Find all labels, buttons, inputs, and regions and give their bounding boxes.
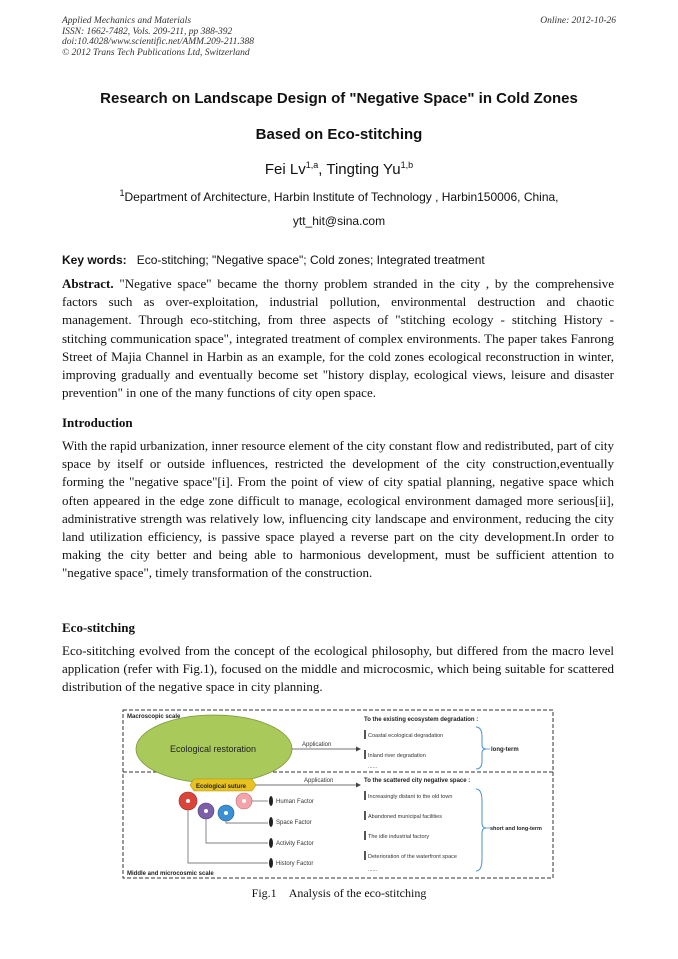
author-separator: , <box>318 161 327 178</box>
author-list <box>0 161 678 178</box>
activity-factor-marker <box>269 838 273 848</box>
abstract-text: "Negative space" became the thorny problem stranded in the city , by the comprehensive factors such as over-exploitation, industrial pollution, environmental destruction and chaotic management. Through eco-stitching, from three aspects of "stitching ecology - stitching History - stitching communication space", integrated treatment of complex environments. The paper takes Fanrong Street of Majia Channel in Harbin as an example, for the cold zones ecological reconstruction in winter, improving gradually and eventually become set "history display, ecological views, leisure and disaster prevention" in one of the many functions of city open space. <box>62 276 615 401</box>
ecological-suture-label: Ecological suture <box>196 784 247 790</box>
figure-caption-text: Analysis of the eco-stitching <box>288 886 427 900</box>
scattered-item-3: The idle industrial factory <box>368 834 430 840</box>
abstract <box>62 275 614 402</box>
online-date: Online: 2012-10-26 <box>540 16 616 26</box>
author-2-name: Tingting Yu <box>326 161 401 178</box>
author-1-name: Fei Lv <box>264 161 306 178</box>
scattered-item-ellipsis: ...... <box>368 867 378 873</box>
activity-factor-dot <box>224 811 228 815</box>
space-factor-marker <box>269 817 273 827</box>
micro-scale-label: Middle and microcosmic scale <box>127 871 214 877</box>
bullet-scattered-4 <box>364 851 366 860</box>
application-label-1: Application <box>302 742 332 748</box>
existing-item-2: Inland river degradation <box>368 753 426 759</box>
figure-caption <box>0 886 678 901</box>
intro-text-1: With the rapid urbanization, inner resource element of the city constant flow and redistributed, part of city space by itself or outside influences, restricted the development of the city construction,eventually forming the "negative space" <box>62 438 614 490</box>
long-term-label: long-term <box>491 747 519 753</box>
history-factor-dot <box>242 799 246 803</box>
affiliation-sup: 1 <box>119 188 125 198</box>
history-factor-marker <box>269 858 273 868</box>
reference-2[interactable]: [ii] <box>594 492 611 508</box>
existing-item-1: Coastal ecological degradation <box>368 733 444 739</box>
introduction-paragraph <box>62 437 614 583</box>
keywords-text: Eco-stitching; "Negative space"; Cold zones; Integrated treatment <box>136 253 485 267</box>
bullet-existing-1 <box>364 730 366 739</box>
doi-line: doi:10.4028/www.scientific.net/AMM.209-211.388 <box>62 37 254 47</box>
keywords <box>62 253 485 267</box>
paper-title-line-2: Based on Eco-stitching <box>255 126 423 143</box>
paper-title-line-1: Research on Landscape Design of "Negative Space" in Cold Zones <box>100 90 578 107</box>
short-long-term-label: short and long-term <box>490 826 542 832</box>
long-term-brace <box>476 727 486 769</box>
bullet-existing-2 <box>364 750 366 759</box>
scattered-item-2: Abandoned municipal facilities <box>368 814 442 820</box>
journal-header <box>62 16 254 58</box>
short-long-term-brace <box>476 789 486 871</box>
space-factor-dot <box>204 809 208 813</box>
eco-stitching-diagram <box>122 709 554 879</box>
arrowhead-2 <box>356 783 361 788</box>
bullet-scattered-2 <box>364 811 366 820</box>
eco-stitching-paragraph: Eco-sititching evolved from the concept of the ecological philosophy, but differed from the macro level application (refer with Fig.1), focused on the middle and microcosmic, which being suitable for scattered distribution of the negative space in city planning. <box>62 643 614 695</box>
bullet-scattered-1 <box>364 791 366 800</box>
human-factor-dot <box>186 799 190 803</box>
macro-scale-label: Macroscopic scale <box>127 714 181 720</box>
existing-item-ellipsis: ...... <box>368 764 378 770</box>
application-label-2: Application <box>304 778 334 784</box>
affiliation-text: Department of Architecture, Harbin Institute of Technology , Harbin150006, China, <box>124 190 559 204</box>
ecological-restoration-label: Ecological restoration <box>170 744 257 754</box>
connector-activity <box>206 819 268 843</box>
intro-text-2: . From the point of view of city spatial planning, negative space which often appeared in the edge zone difficult to manage, ecological environment damaged more serious <box>62 474 614 508</box>
activity-factor-label: Activity Factor <box>276 841 314 847</box>
journal-name: Applied Mechanics and Materials <box>62 16 192 26</box>
scattered-item-4: Deterioration of the waterfront space <box>368 854 457 860</box>
scattered-space-title: To the scattered city negative space : <box>364 778 471 784</box>
bullet-scattered-3 <box>364 831 366 840</box>
author-email[interactable]: ytt_hit@sina.com <box>292 214 386 228</box>
connector-space <box>226 821 268 823</box>
copyright-line: © 2012 Trans Tech Publications Ltd, Switzerland <box>62 47 250 58</box>
human-factor-marker <box>269 796 273 806</box>
introduction-heading: Introduction <box>62 415 133 430</box>
human-factor-label: Human Factor <box>276 799 315 805</box>
reference-1[interactable]: [i] <box>217 474 230 490</box>
figure-number: Fig.1 <box>251 886 277 900</box>
existing-degradation-title: To the existing ecosystem degradation : <box>364 717 479 723</box>
author-1-sup: 1,a <box>305 160 319 170</box>
affiliation <box>0 190 678 204</box>
arrowhead-1 <box>356 747 361 752</box>
scattered-item-1: Increasingly distant to the old town <box>368 794 453 800</box>
space-factor-label: Space Factor <box>276 820 312 826</box>
eco-stitching-heading: Eco-stitching <box>62 620 135 635</box>
author-2-sup: 1,b <box>400 160 414 170</box>
history-factor-label: History Factor <box>276 861 314 867</box>
abstract-label: Abstract. <box>62 276 114 291</box>
keywords-label: Key words: <box>62 253 127 267</box>
intro-text-3: , administrative strength was relatively low, influencing city landscape and environment, reducing the city land utilization efficiency, is passive space played a reverse part on the city development.In order to making the city better and being able to harmonious development, must be sufficient attention to "negative space", timely transformation of the construction. <box>62 492 614 581</box>
issn-line: ISSN: 1662-7482, Vols. 209-211, pp 388-392 <box>62 26 233 37</box>
